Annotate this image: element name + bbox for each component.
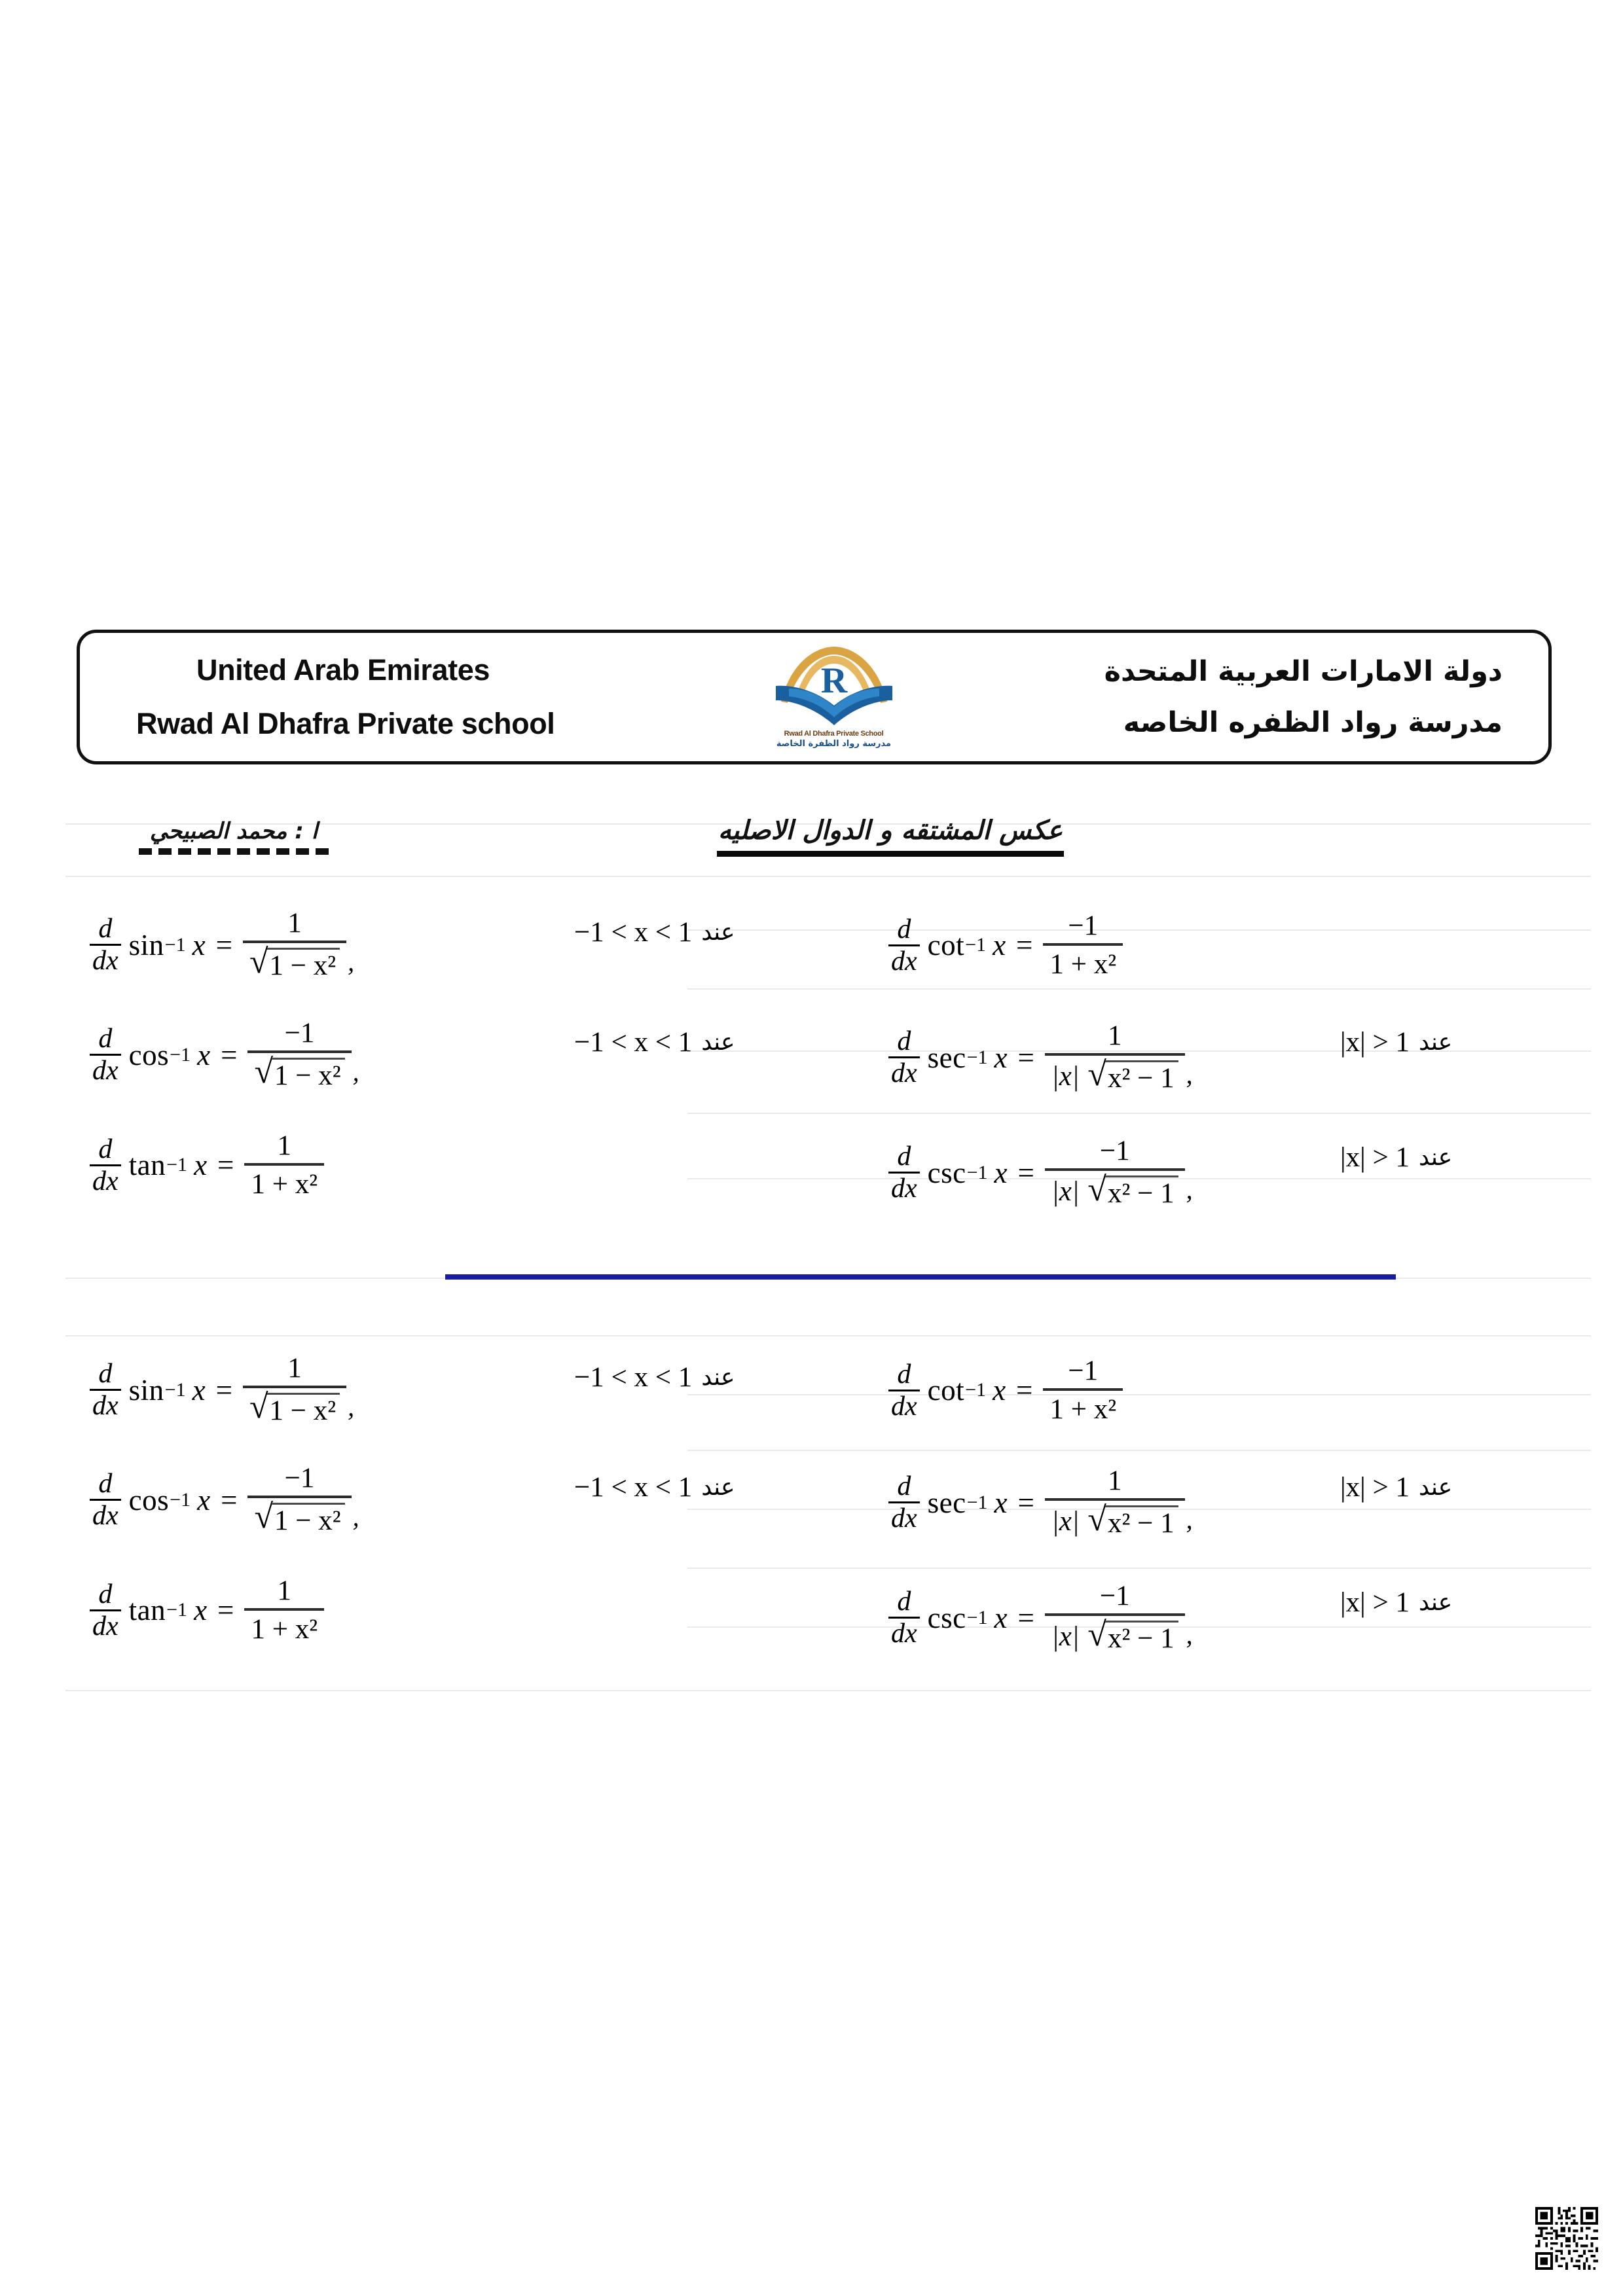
formula-sin: $\frac{d}{dx}$ sin −1 x = 1 √ 1 − x² , bbox=[77, 1354, 354, 1426]
radicand: 1 − x² bbox=[267, 948, 340, 980]
ddx-numerator: d bbox=[897, 1359, 911, 1390]
formula-row-cot bbox=[882, 1335, 1550, 1445]
fraction-numerator: 1 bbox=[277, 1575, 292, 1606]
function-name: csc bbox=[927, 1156, 966, 1189]
formula-csc: $\frac{d}{dx}$ csc −1 x = −1 |x| √ x² − 1 , bbox=[882, 1137, 1193, 1208]
equals-sign: = bbox=[1017, 1601, 1034, 1634]
ddx-numerator: d bbox=[897, 1587, 911, 1617]
trailing-comma: , bbox=[1186, 1504, 1193, 1534]
equals-sign: = bbox=[215, 1373, 232, 1407]
fraction-denominator: 1 + x² bbox=[1049, 1394, 1117, 1425]
formula-cos: $\frac{d}{dx}$ cos −1 x = −1 √ 1 − x² , bbox=[77, 1464, 359, 1535]
ddx-numerator: d bbox=[897, 1471, 911, 1502]
teacher-name-block bbox=[113, 818, 355, 855]
variable: x bbox=[994, 1486, 1008, 1519]
condition-inequality: −1 < x < 1 bbox=[574, 917, 693, 948]
fraction-denominator: 1 + x² bbox=[251, 1169, 318, 1200]
school-header-box bbox=[77, 630, 1552, 764]
fraction-numerator: −1 bbox=[1068, 1355, 1099, 1386]
variable: x bbox=[197, 1038, 211, 1071]
radicand: 1 − x² bbox=[267, 1393, 340, 1426]
trailing-comma: , bbox=[1186, 1174, 1193, 1204]
formula-sec: $\frac{d}{dx}$ sec −1 x = 1 |x| √ x² − 1 , bbox=[882, 1022, 1193, 1093]
fraction-denominator bbox=[1045, 1616, 1185, 1653]
fraction bbox=[1045, 1467, 1185, 1538]
condition-label: عند bbox=[1418, 1589, 1453, 1616]
header-school-ar: مدرسة رواد الظفره الخاصه bbox=[1123, 706, 1503, 739]
condition-inequality: |x| > 1 bbox=[1340, 1472, 1410, 1503]
ddx-denominator: dx bbox=[92, 1501, 119, 1532]
fraction bbox=[247, 1019, 351, 1090]
fraction bbox=[244, 1577, 324, 1643]
condition-csc bbox=[1340, 1587, 1452, 1619]
radical-sign: √ bbox=[1087, 1056, 1106, 1094]
radicand: x² − 1 bbox=[1105, 1060, 1178, 1093]
square-root bbox=[1087, 1501, 1178, 1539]
condition-inequality: −1 < x < 1 bbox=[574, 1362, 693, 1393]
header-country-ar: دولة الامارات العربية المتحدة bbox=[1104, 655, 1503, 688]
fraction-denominator bbox=[1045, 1056, 1185, 1093]
function-name: cot bbox=[927, 929, 965, 961]
fraction-denominator bbox=[243, 943, 346, 980]
formula-tan: $\frac{d}{dx}$ tan −1 x = $\frac{1}{\text{1 + x²}}$ bbox=[77, 1132, 324, 1198]
ddx-operator bbox=[90, 1136, 121, 1195]
radical-sign: √ bbox=[254, 1053, 273, 1091]
formula-row-cot bbox=[882, 890, 1550, 1000]
condition-sin bbox=[574, 916, 735, 948]
ddx-numerator: d bbox=[98, 1469, 113, 1499]
page-title-underline bbox=[717, 851, 1064, 857]
trailing-comma: , bbox=[352, 1501, 359, 1532]
equals-sign: = bbox=[217, 1149, 234, 1181]
absolute-value-x: |x| bbox=[1051, 1176, 1080, 1208]
fraction-numerator: 1 bbox=[1108, 1020, 1122, 1052]
condition-label: عند bbox=[1418, 1144, 1453, 1171]
fraction-denominator bbox=[1045, 1171, 1185, 1208]
logo-letter-r: R bbox=[820, 660, 847, 701]
book-logo-icon bbox=[772, 645, 896, 729]
ddx-numerator: d bbox=[897, 1141, 911, 1172]
absolute-value-x: |x| bbox=[1051, 1061, 1080, 1092]
ddx-operator bbox=[888, 1588, 920, 1647]
equals-sign: = bbox=[215, 928, 232, 961]
header-arabic bbox=[1060, 655, 1518, 739]
square-root bbox=[254, 1053, 344, 1092]
ddx-operator bbox=[90, 1581, 121, 1640]
formula-cos: $\frac{d}{dx}$ cos −1 x = −1 √ 1 − x² , bbox=[77, 1019, 359, 1090]
condition-inequality: −1 < x < 1 bbox=[574, 1027, 693, 1058]
formula-column-left bbox=[77, 890, 849, 1220]
variable: x bbox=[994, 1156, 1008, 1189]
ddx-denominator: dx bbox=[92, 1391, 119, 1422]
radicand: 1 − x² bbox=[272, 1503, 345, 1535]
ddx-numerator: d bbox=[897, 914, 911, 944]
teacher-name-underline bbox=[139, 848, 329, 855]
function-name: csc bbox=[927, 1601, 966, 1634]
fraction-denominator: 1 + x² bbox=[251, 1614, 318, 1645]
ddx-numerator: d bbox=[98, 1024, 113, 1054]
ddx-denominator: dx bbox=[92, 946, 119, 977]
fraction bbox=[1043, 912, 1123, 978]
function-name: cot bbox=[927, 1374, 965, 1407]
condition-cos bbox=[574, 1026, 735, 1058]
logo-caption-ar: مدرسة رواد الظفرة الخاصة bbox=[776, 739, 892, 749]
fraction bbox=[1045, 1137, 1185, 1208]
ddx-numerator: d bbox=[98, 1579, 113, 1609]
fraction-numerator: 1 bbox=[277, 1130, 292, 1161]
equals-sign: = bbox=[1016, 1374, 1033, 1407]
radical-sign: √ bbox=[249, 1388, 268, 1426]
formula-cot: $\frac{d}{dx}$ cot −1 x = $\frac{-1}{\text{1 + x²}}$ bbox=[882, 912, 1123, 978]
fraction-denominator bbox=[243, 1388, 346, 1426]
trailing-comma: , bbox=[1186, 1059, 1193, 1089]
fraction-numerator: −1 bbox=[284, 1018, 315, 1049]
formula-csc: $\frac{d}{dx}$ csc −1 x = −1 |x| √ x² − 1 , bbox=[882, 1582, 1193, 1653]
section-divider bbox=[445, 1274, 1396, 1280]
absolute-value-x: |x| bbox=[1051, 1621, 1080, 1653]
variable: x bbox=[192, 1373, 206, 1407]
formula-column-right bbox=[882, 890, 1550, 1230]
condition-inequality: |x| > 1 bbox=[1340, 1587, 1410, 1618]
fraction-numerator: 1 bbox=[1108, 1465, 1122, 1497]
equals-sign: = bbox=[1017, 1486, 1034, 1519]
fraction bbox=[1043, 1357, 1123, 1424]
condition-inequality: |x| > 1 bbox=[1340, 1027, 1410, 1058]
condition-label: عند bbox=[1418, 1029, 1453, 1056]
title-row bbox=[77, 816, 1552, 888]
fraction-denominator: 1 + x² bbox=[1049, 949, 1117, 980]
condition-sec bbox=[1340, 1026, 1452, 1058]
formula-cot: $\frac{d}{dx}$ cot −1 x = $\frac{-1}{\text{1 + x²}}$ bbox=[882, 1357, 1123, 1424]
condition-sec bbox=[1340, 1471, 1452, 1503]
formula-column-left bbox=[77, 1335, 849, 1665]
fraction-numerator: −1 bbox=[1099, 1581, 1130, 1612]
radicand: x² − 1 bbox=[1105, 1505, 1178, 1538]
trailing-comma: , bbox=[352, 1056, 359, 1086]
equals-sign: = bbox=[1017, 1156, 1034, 1189]
ddx-numerator: d bbox=[897, 1026, 911, 1057]
fraction-denominator bbox=[247, 1053, 351, 1090]
ddx-operator bbox=[888, 916, 920, 975]
fraction-denominator bbox=[1045, 1501, 1185, 1538]
header-english bbox=[110, 653, 608, 741]
ddx-operator bbox=[888, 1028, 920, 1087]
variable: x bbox=[194, 1594, 208, 1626]
formula-sec: $\frac{d}{dx}$ sec −1 x = 1 |x| √ x² − 1 , bbox=[882, 1467, 1193, 1538]
page-title: عكس المشتقه و الدوال الاصليه bbox=[718, 816, 1063, 846]
formula-row-tan bbox=[77, 1110, 849, 1220]
function-name: sin bbox=[128, 1373, 164, 1407]
ddx-numerator: d bbox=[98, 914, 113, 944]
square-root bbox=[1087, 1056, 1178, 1094]
function-name: sec bbox=[927, 1486, 966, 1519]
square-root bbox=[1087, 1171, 1178, 1210]
square-root bbox=[249, 943, 340, 982]
variable: x bbox=[194, 1149, 208, 1181]
fraction-numerator: 1 bbox=[287, 1353, 302, 1384]
radical-sign: √ bbox=[1087, 1501, 1106, 1539]
function-name: cos bbox=[128, 1038, 170, 1071]
condition-csc bbox=[1340, 1141, 1452, 1174]
radical-sign: √ bbox=[1087, 1616, 1106, 1654]
ddx-operator bbox=[888, 1361, 920, 1420]
condition-label: عند bbox=[701, 1029, 735, 1056]
ddx-denominator: dx bbox=[891, 1391, 917, 1422]
ddx-denominator: dx bbox=[891, 1058, 917, 1089]
ddx-denominator: dx bbox=[92, 1056, 119, 1086]
radicand: x² − 1 bbox=[1105, 1175, 1178, 1208]
ddx-numerator: d bbox=[98, 1134, 113, 1164]
square-root bbox=[249, 1388, 340, 1427]
ruled-line bbox=[65, 1690, 1591, 1691]
variable: x bbox=[993, 929, 1006, 961]
function-name: cos bbox=[128, 1483, 170, 1516]
formula-tan: $\frac{d}{dx}$ tan −1 x = $\frac{1}{\text{1 + x²}}$ bbox=[77, 1577, 324, 1643]
radicand: x² − 1 bbox=[1105, 1621, 1178, 1653]
ddx-operator bbox=[888, 1143, 920, 1202]
ddx-denominator: dx bbox=[92, 1611, 119, 1641]
condition-inequality: −1 < x < 1 bbox=[574, 1472, 693, 1503]
fraction-numerator: −1 bbox=[284, 1463, 315, 1494]
formula-sin: $\frac{d}{dx}$ sin −1 x = 1 √ 1 − x² , bbox=[77, 909, 354, 980]
equals-sign: = bbox=[1016, 929, 1033, 961]
fraction bbox=[1045, 1582, 1185, 1653]
ddx-operator bbox=[90, 915, 121, 975]
radical-sign: √ bbox=[1087, 1171, 1106, 1209]
fraction-denominator bbox=[247, 1498, 351, 1535]
function-name: tan bbox=[128, 1594, 166, 1626]
ddx-denominator: dx bbox=[891, 1174, 917, 1204]
trailing-comma: , bbox=[348, 1391, 355, 1422]
ddx-operator bbox=[90, 1470, 121, 1530]
condition-cos bbox=[574, 1471, 735, 1503]
condition-label: عند bbox=[1418, 1474, 1453, 1501]
variable: x bbox=[197, 1483, 211, 1516]
condition-label: عند bbox=[701, 919, 735, 946]
ddx-denominator: dx bbox=[891, 1503, 917, 1534]
ddx-denominator: dx bbox=[891, 1619, 917, 1649]
ddx-numerator: d bbox=[98, 1359, 113, 1390]
function-name: tan bbox=[128, 1149, 166, 1181]
condition-label: عند bbox=[701, 1364, 735, 1391]
ddx-operator bbox=[90, 1360, 121, 1420]
function-name: sin bbox=[128, 928, 164, 961]
fraction bbox=[243, 909, 346, 980]
radical-sign: √ bbox=[249, 943, 268, 981]
equals-sign: = bbox=[221, 1038, 238, 1071]
fraction-numerator: 1 bbox=[287, 908, 302, 939]
equals-sign: = bbox=[1017, 1041, 1034, 1074]
variable: x bbox=[994, 1041, 1008, 1074]
teacher-name: ا : محمد الصبيحي bbox=[149, 818, 318, 844]
school-logo bbox=[736, 635, 932, 759]
fraction bbox=[243, 1354, 346, 1426]
fraction-numerator: −1 bbox=[1099, 1136, 1130, 1167]
trailing-comma: , bbox=[1186, 1619, 1193, 1649]
logo-caption-en: Rwad Al Dhafra Private School bbox=[784, 730, 884, 738]
header-country-en: United Arab Emirates bbox=[196, 653, 490, 687]
page-title-block bbox=[674, 816, 1106, 857]
fraction bbox=[1045, 1022, 1185, 1093]
function-name: sec bbox=[927, 1041, 966, 1074]
fraction bbox=[247, 1464, 351, 1535]
variable: x bbox=[994, 1601, 1008, 1634]
radical-sign: √ bbox=[254, 1498, 273, 1536]
absolute-value-x: |x| bbox=[1051, 1506, 1080, 1537]
formula-column-right bbox=[882, 1335, 1550, 1676]
radicand: 1 − x² bbox=[272, 1058, 345, 1090]
variable: x bbox=[993, 1374, 1006, 1407]
condition-inequality: |x| > 1 bbox=[1340, 1142, 1410, 1173]
equals-sign: = bbox=[217, 1594, 234, 1626]
ddx-operator bbox=[90, 1025, 121, 1085]
header-school-en: Rwad Al Dhafra Private school bbox=[136, 707, 555, 740]
condition-sin bbox=[574, 1361, 735, 1393]
fraction-numerator: −1 bbox=[1068, 910, 1099, 941]
qr-code[interactable] bbox=[1535, 2207, 1598, 2270]
ddx-denominator: dx bbox=[92, 1166, 119, 1196]
variable: x bbox=[192, 928, 206, 961]
fraction bbox=[244, 1132, 324, 1198]
ddx-denominator: dx bbox=[891, 946, 917, 977]
condition-label: عند bbox=[701, 1474, 735, 1501]
formula-row-tan bbox=[77, 1555, 849, 1665]
trailing-comma: , bbox=[348, 946, 355, 977]
square-root bbox=[254, 1498, 344, 1537]
equals-sign: = bbox=[221, 1483, 238, 1516]
ddx-operator bbox=[888, 1473, 920, 1532]
square-root bbox=[1087, 1616, 1178, 1655]
